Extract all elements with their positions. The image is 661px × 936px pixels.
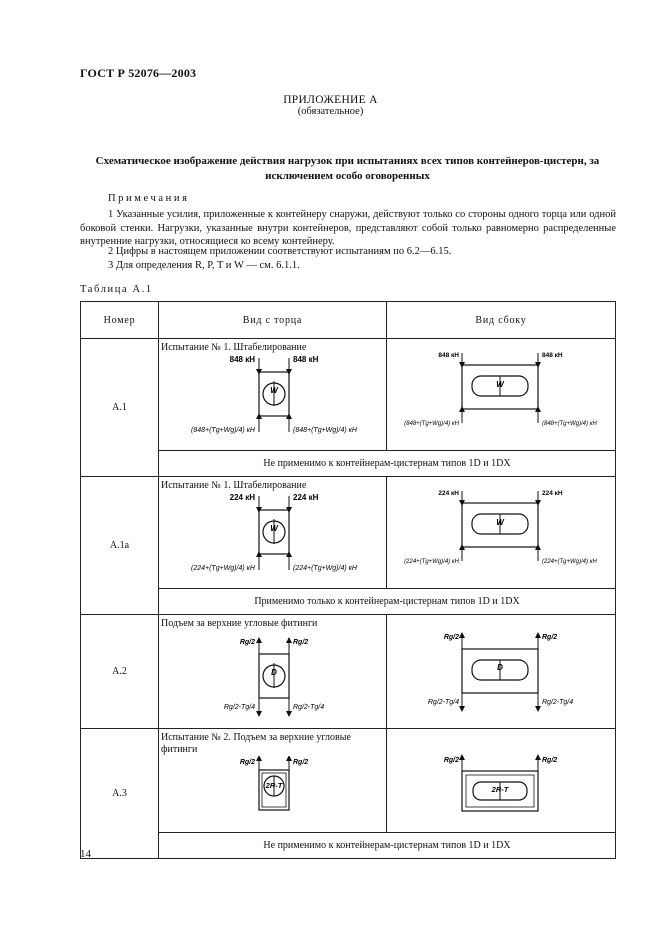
inner-load-label: 2R-T [491, 785, 509, 794]
force-label: 224 кН [229, 493, 255, 502]
end-view-diagram [161, 756, 387, 828]
force-label: 848 кН [293, 355, 319, 364]
table-note-row [81, 451, 616, 477]
force-label: 848 кН [438, 352, 459, 359]
force-label: Rg/2 [443, 634, 459, 641]
row-number: А.3 [81, 729, 159, 859]
force-label: (848+(Tg+Wg)/4) кН [404, 421, 459, 427]
force-label: 224 кН [438, 490, 459, 497]
side-view-cell [387, 729, 616, 833]
side-view-diagram [387, 477, 615, 581]
force-label: (224+(Tg+Wg)/4) кН [542, 559, 597, 565]
force-label: Rg/2-Tg/4 [427, 699, 459, 706]
table-header-row [81, 302, 616, 339]
inner-load-label: W [496, 380, 504, 389]
header-number: Номер [81, 302, 159, 339]
force-label: Rg/2-Tg/4 [542, 699, 574, 706]
header-end-view: Вид с торца [159, 302, 387, 339]
force-label: Rg/2-Tg/4 [223, 704, 255, 711]
force-label: Rg/2 [542, 634, 558, 641]
table-row [81, 729, 616, 833]
document-header: ГОСТ Р 52076—2003 [80, 66, 197, 80]
end-view-diagram [161, 354, 387, 446]
end-view-diagram [161, 492, 387, 584]
end-view-cell [159, 339, 387, 451]
force-label: (224+(Tg+Wg)/4) кН [191, 565, 255, 572]
table-row [81, 339, 616, 451]
force-label: Rg/2 [239, 759, 255, 766]
table-row [81, 615, 616, 729]
end-view-cell [159, 477, 387, 589]
side-view-cell [387, 477, 616, 589]
side-view-diagram [387, 339, 615, 443]
inner-load-label: W [496, 518, 504, 527]
inner-load-label: D [271, 668, 277, 677]
test-caption: Испытание № 1. Штабелирование [161, 342, 307, 353]
applicability-note: Применимо только к контейнерам-цистернам типов 1D и 1DX [159, 589, 616, 615]
side-view-cell [387, 339, 616, 451]
table-row [81, 477, 616, 589]
inner-load-label: W [270, 524, 278, 533]
loads-table [80, 301, 616, 859]
appendix-subtitle: (обязательное) [297, 106, 364, 117]
force-label: Rg/2 [293, 639, 309, 646]
test-caption: Испытание № 2. Подъем за верхние угловые фитинги [161, 732, 351, 755]
applicability-note: Не применимо к контейнерам-цистернам типов 1D и 1DX [159, 833, 616, 859]
force-label: Rg/2 [443, 757, 459, 764]
section-title: Схематическое изображение действия нагрузок при испытаниях всех типов контейнеров-цистерн, за исключением особо оговоренных [95, 155, 600, 182]
force-label: Rg/2-Tg/4 [293, 704, 325, 711]
force-label: (848+(Tg+Wg)/4) кН [191, 427, 255, 434]
side-view-cell [387, 615, 616, 729]
test-caption: Испытание № 1. Штабелирование [161, 480, 307, 491]
end-view-cell [159, 729, 387, 833]
inner-load-label: D [497, 663, 503, 672]
table-caption: Таблица А.1 [80, 284, 153, 295]
force-label: Rg/2 [293, 759, 309, 766]
end-view-cell [159, 615, 387, 729]
appendix-title: ПРИЛОЖЕНИЕ А [283, 94, 378, 106]
end-view-diagram [161, 630, 387, 724]
force-label: (224+(Tg+Wg)/4) кН [293, 565, 357, 572]
force-label: 848 кН [542, 352, 563, 359]
notes-heading: Примечания [108, 193, 190, 204]
note-2: 2 Цифры в настоящем приложении соответствуют испытаниям по 6.2—6.15. [108, 246, 452, 257]
force-label: Rg/2 [239, 639, 255, 646]
force-label: 224 кН [293, 493, 319, 502]
inner-load-label: 2R-T [265, 781, 283, 790]
inner-load-label: W [270, 386, 278, 395]
page-number: 14 [80, 848, 91, 860]
row-number: А.1 [81, 339, 159, 477]
force-label: 224 кН [542, 490, 563, 497]
side-view-diagram [387, 615, 615, 725]
force-label: Rg/2 [542, 757, 558, 764]
table-note-row [81, 833, 616, 859]
force-label: (848+(Tg+Wg)/4) кН [542, 421, 597, 427]
applicability-note: Не применимо к контейнерам-цистернам типов 1D и 1DX [159, 451, 616, 477]
note-3: 3 Для определения R, P, T и W — см. 6.1.1. [108, 260, 300, 271]
force-label: (224+(Tg+Wg)/4) кН [404, 559, 459, 565]
side-view-diagram [387, 729, 615, 825]
force-label: 848 кН [229, 355, 255, 364]
table-note-row [81, 589, 616, 615]
force-label: (848+(Tg+Wg)/4) кН [293, 427, 357, 434]
header-side-view: Вид сбоку [387, 302, 616, 339]
note-1: 1 Указанные усилия, приложенные к контейнеру снаружи, действуют только со стороны одного торца или одной боковой стенки. Нагрузки, указанные внутри контейнеров, представляют собой только равномерно распределенные внутренние нагрузки, относящиеся ко всему контейнеру. [80, 209, 616, 247]
row-number: А.1а [81, 477, 159, 615]
test-caption: Подъем за верхние угловые фитинги [161, 618, 318, 629]
row-number: А.2 [81, 615, 159, 729]
